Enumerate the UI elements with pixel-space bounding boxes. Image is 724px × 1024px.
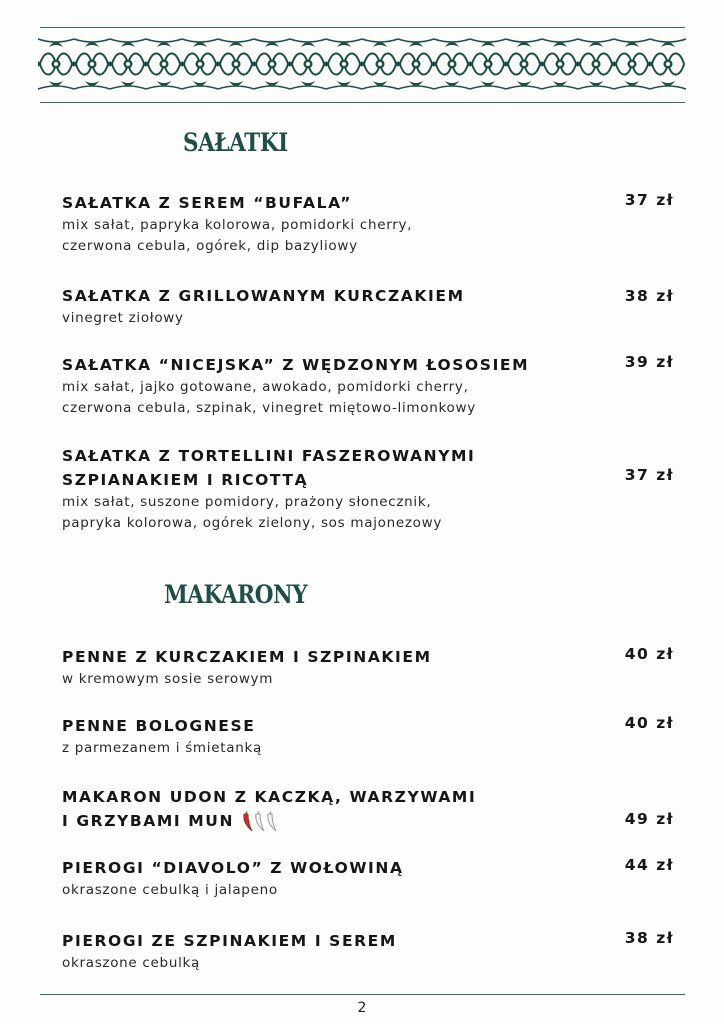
item-name: PENNE BOLOGNESE (62, 717, 256, 735)
menu-item (62, 284, 682, 329)
item-name: PENNE Z KURCZAKIEM I SZPINAKIEM (62, 648, 432, 666)
item-name: SAŁATKA Z GRILLOWANYM KURCZAKIEM (62, 287, 465, 305)
folk-motif (216, 39, 255, 89)
section-title-makarony: MAKARONY (164, 580, 308, 609)
item-price: 40 zł (624, 645, 674, 663)
item-name: PIEROGI “DIAVOLO” Z WOŁOWINĄ (62, 859, 404, 877)
item-description: z parmezanem i śmietanką (62, 740, 262, 756)
menu-item (62, 856, 682, 901)
item-name: SAŁATKA Z SEREM “BUFALA” (62, 194, 353, 212)
item-price: 37 zł (624, 191, 674, 209)
chili-pepper-outline-icon (256, 811, 264, 831)
item-description: mix sałat, jajko gotowane, awokado, pomidorki cherry, (62, 379, 469, 395)
item-description: mix sałat, suszone pomidory, prażony słonecznik, (62, 494, 432, 510)
top-rule (40, 27, 685, 28)
item-price: 38 zł (624, 287, 674, 305)
folk-motif (540, 39, 579, 89)
menu-item (62, 645, 682, 690)
folk-motif (504, 39, 543, 89)
item-description: papryka kolorowa, ogórek zielony, sos majonezowy (62, 515, 443, 531)
item-name-line (62, 809, 602, 833)
footer-rule (40, 994, 685, 995)
item-price: 40 zł (624, 714, 674, 732)
folk-motif (108, 39, 147, 89)
menu-item (62, 444, 682, 534)
menu-item (62, 191, 682, 257)
folk-motif (144, 39, 183, 89)
folk-motif (72, 39, 111, 89)
folk-motif (648, 39, 687, 89)
menu-item (62, 929, 682, 974)
spice-level-chili-icons (240, 811, 280, 833)
item-name: SAŁATKA Z TORTELLINI FASZEROWANYMI (62, 447, 476, 465)
item-description: czerwona cebula, ogórek, dip bazyliowy (62, 238, 358, 254)
item-name: I GRZYBAMI MUN (62, 812, 235, 830)
folk-motif (252, 39, 291, 89)
menu-item (62, 714, 682, 759)
ornament-bottom-rule (40, 102, 685, 103)
item-price: 44 zł (624, 856, 674, 874)
item-description: mix sałat, papryka kolorowa, pomidorki cherry, (62, 217, 413, 233)
menu-item (62, 785, 682, 833)
folk-motif (432, 39, 471, 89)
menu-item (62, 353, 682, 419)
item-name: SZPIANAKIEM I RICOTTĄ (62, 471, 309, 489)
item-name: SAŁATKA “NICEJSKA” Z WĘDZONYM ŁOSOSIEM (62, 356, 530, 374)
item-description: vinegret ziołowy (62, 310, 184, 326)
folk-motif (324, 39, 363, 89)
item-price: 38 zł (624, 929, 674, 947)
chili-pepper-outline-icon (268, 811, 276, 831)
section-title-salatki: SAŁATKI (183, 128, 288, 157)
folk-motif (576, 39, 615, 89)
folk-ornament-border (38, 35, 686, 93)
item-price: 39 zł (624, 353, 674, 371)
folk-motif (612, 39, 651, 89)
item-name: PIEROGI ZE SZPINAKIEM I SEREM (62, 932, 397, 950)
folk-motif (180, 39, 219, 89)
item-description: w kremowym sosie serowym (62, 671, 274, 687)
item-price: 49 zł (624, 810, 674, 828)
folk-motif (468, 39, 507, 89)
item-description: okraszone cebulką i jalapeno (62, 882, 278, 898)
item-price: 37 zł (624, 466, 674, 484)
item-name: MAKARON UDON Z KACZKĄ, WARZYWAMI (62, 788, 477, 806)
folk-motif (38, 39, 74, 89)
folk-motif (396, 39, 435, 89)
folk-motif (288, 39, 327, 89)
page-number: 2 (357, 1000, 367, 1016)
chili-pepper-icon (244, 811, 252, 831)
folk-motif (360, 39, 399, 89)
item-description: czerwona cebula, szpinak, vinegret miętowo-limonkowy (62, 400, 476, 416)
item-description: okraszone cebulką (62, 955, 201, 971)
